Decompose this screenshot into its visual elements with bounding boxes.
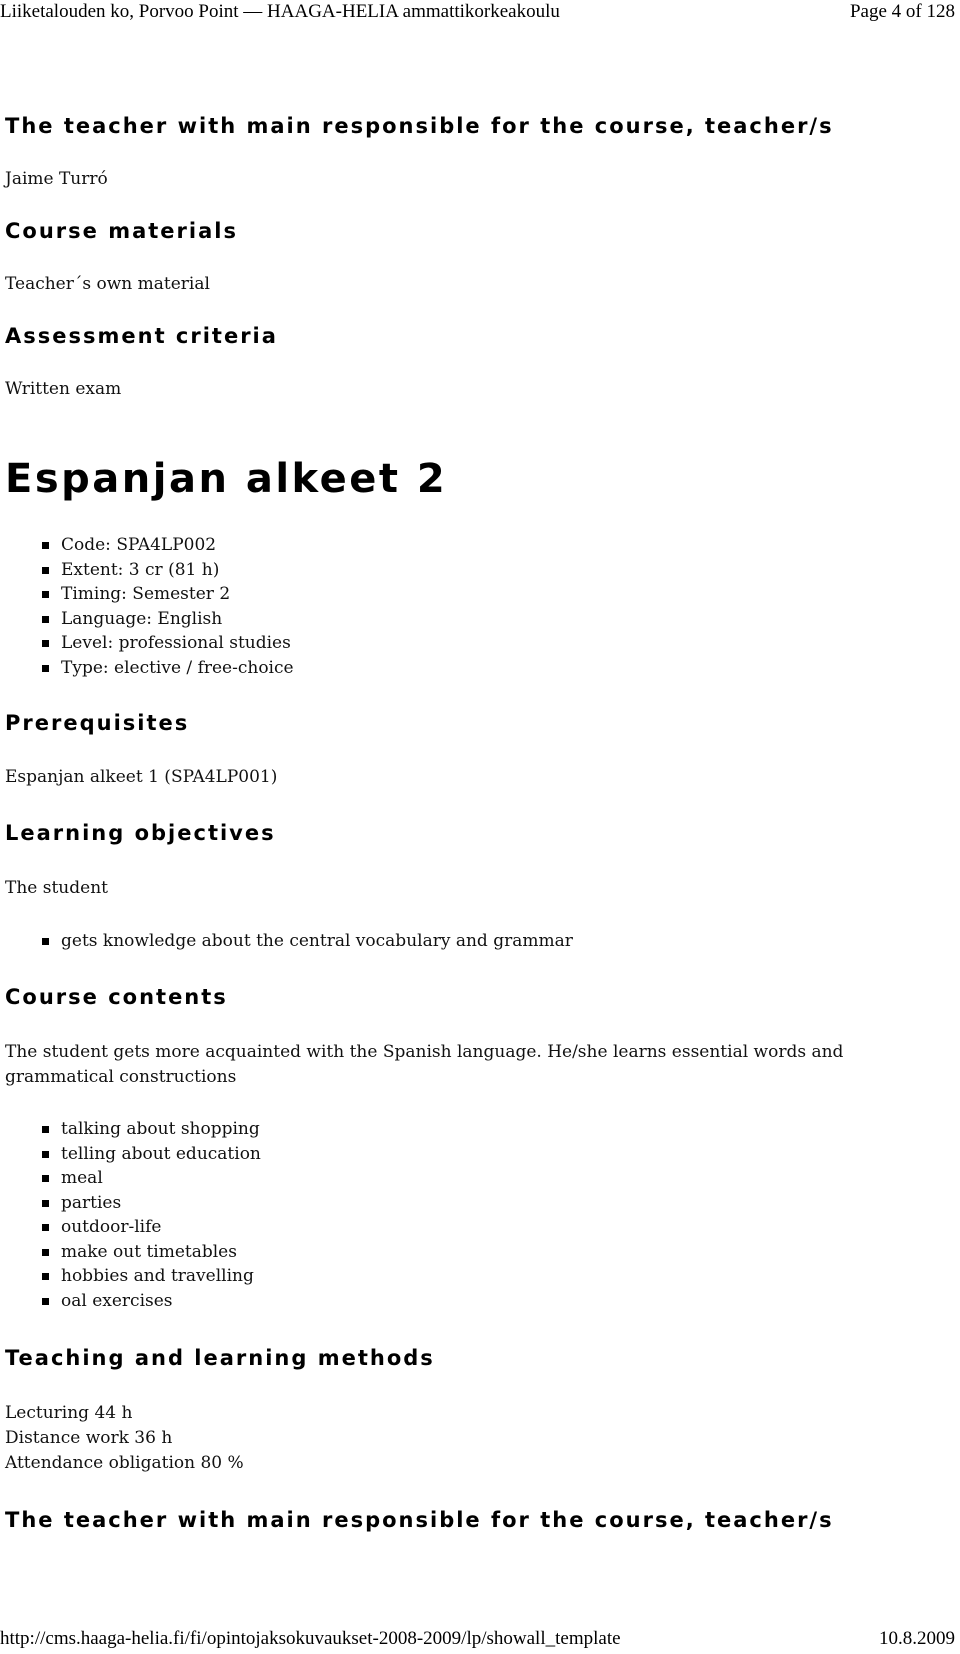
header-title: Liiketalouden ko, Porvoo Point — HAAGA-HELIA ammattikorkeakoulu [0,1,560,22]
list-item: parties [5,1191,261,1216]
list-item: outdoor-life [5,1215,261,1240]
list-item: Timing: Semester 2 [5,582,294,607]
methods-heading: Teaching and learning methods [5,1346,435,1370]
page-number: Page 4 of 128 [849,1,955,22]
bullet-icon [42,640,49,647]
bullet-icon [42,1175,49,1182]
course-title: Espanjan alkeet 2 [5,456,448,502]
bullet-icon [42,1200,49,1207]
objectives-intro: The student [5,878,108,898]
list-item: Code: SPA4LP002 [5,533,294,558]
list-item: Level: professional studies [5,631,294,656]
bullet-icon [42,665,49,672]
list-item: telling about education [5,1142,261,1167]
bullet-icon [42,1249,49,1256]
bullet-icon [42,1126,49,1133]
contents-list [5,1117,261,1313]
materials-text: Teacher´s own material [5,274,210,294]
teacher-heading-2: The teacher with main responsible for the course, teacher/s [5,1508,834,1532]
page-footer [0,1626,960,1652]
teacher-heading: The teacher with main responsible for the course, teacher/s [5,114,834,138]
list-item: Language: English [5,607,294,632]
bullet-icon [42,1224,49,1231]
list-item: gets knowledge about the central vocabulary and grammar [5,929,573,954]
prerequisites-heading: Prerequisites [5,711,190,735]
list-item: meal [5,1166,261,1191]
assessment-heading: Assessment criteria [5,324,278,348]
assessment-text: Written exam [5,379,122,399]
contents-heading: Course contents [5,985,228,1009]
methods-line: Lecturing 44 h [5,1403,133,1423]
list-item: Type: elective / free-choice [5,656,294,681]
contents-text-line-1: The student gets more acquainted with the Spanish language. He/she learns essential words and [5,1042,844,1062]
list-item: Extent: 3 cr (81 h) [5,558,294,583]
course-facts-list [5,533,294,680]
footer-url: http://cms.haaga-helia.fi/fi/opintojaksokuvaukset-2008-2009/lp/showall_template [0,1628,621,1649]
contents-text-line-2: grammatical constructions [5,1067,237,1087]
objectives-heading: Learning objectives [5,821,276,845]
methods-line: Attendance obligation 80 % [5,1453,244,1473]
objectives-list [5,929,573,954]
list-item: oal exercises [5,1289,261,1314]
list-item: hobbies and travelling [5,1264,261,1289]
list-item: make out timetables [5,1240,261,1265]
bullet-icon [42,1151,49,1158]
bullet-icon [42,938,49,945]
materials-heading: Course materials [5,219,238,243]
footer-date: 10.8.2009 [879,1628,955,1649]
bullet-icon [42,1273,49,1280]
methods-line: Distance work 36 h [5,1428,173,1448]
bullet-icon [42,542,49,549]
page-header [0,0,960,26]
list-item: talking about shopping [5,1117,261,1142]
bullet-icon [42,616,49,623]
teacher-name: Jaime Turró [5,169,108,189]
bullet-icon [42,567,49,574]
bullet-icon [42,1298,49,1305]
bullet-icon [42,591,49,598]
prerequisites-text: Espanjan alkeet 1 (SPA4LP001) [5,767,278,787]
